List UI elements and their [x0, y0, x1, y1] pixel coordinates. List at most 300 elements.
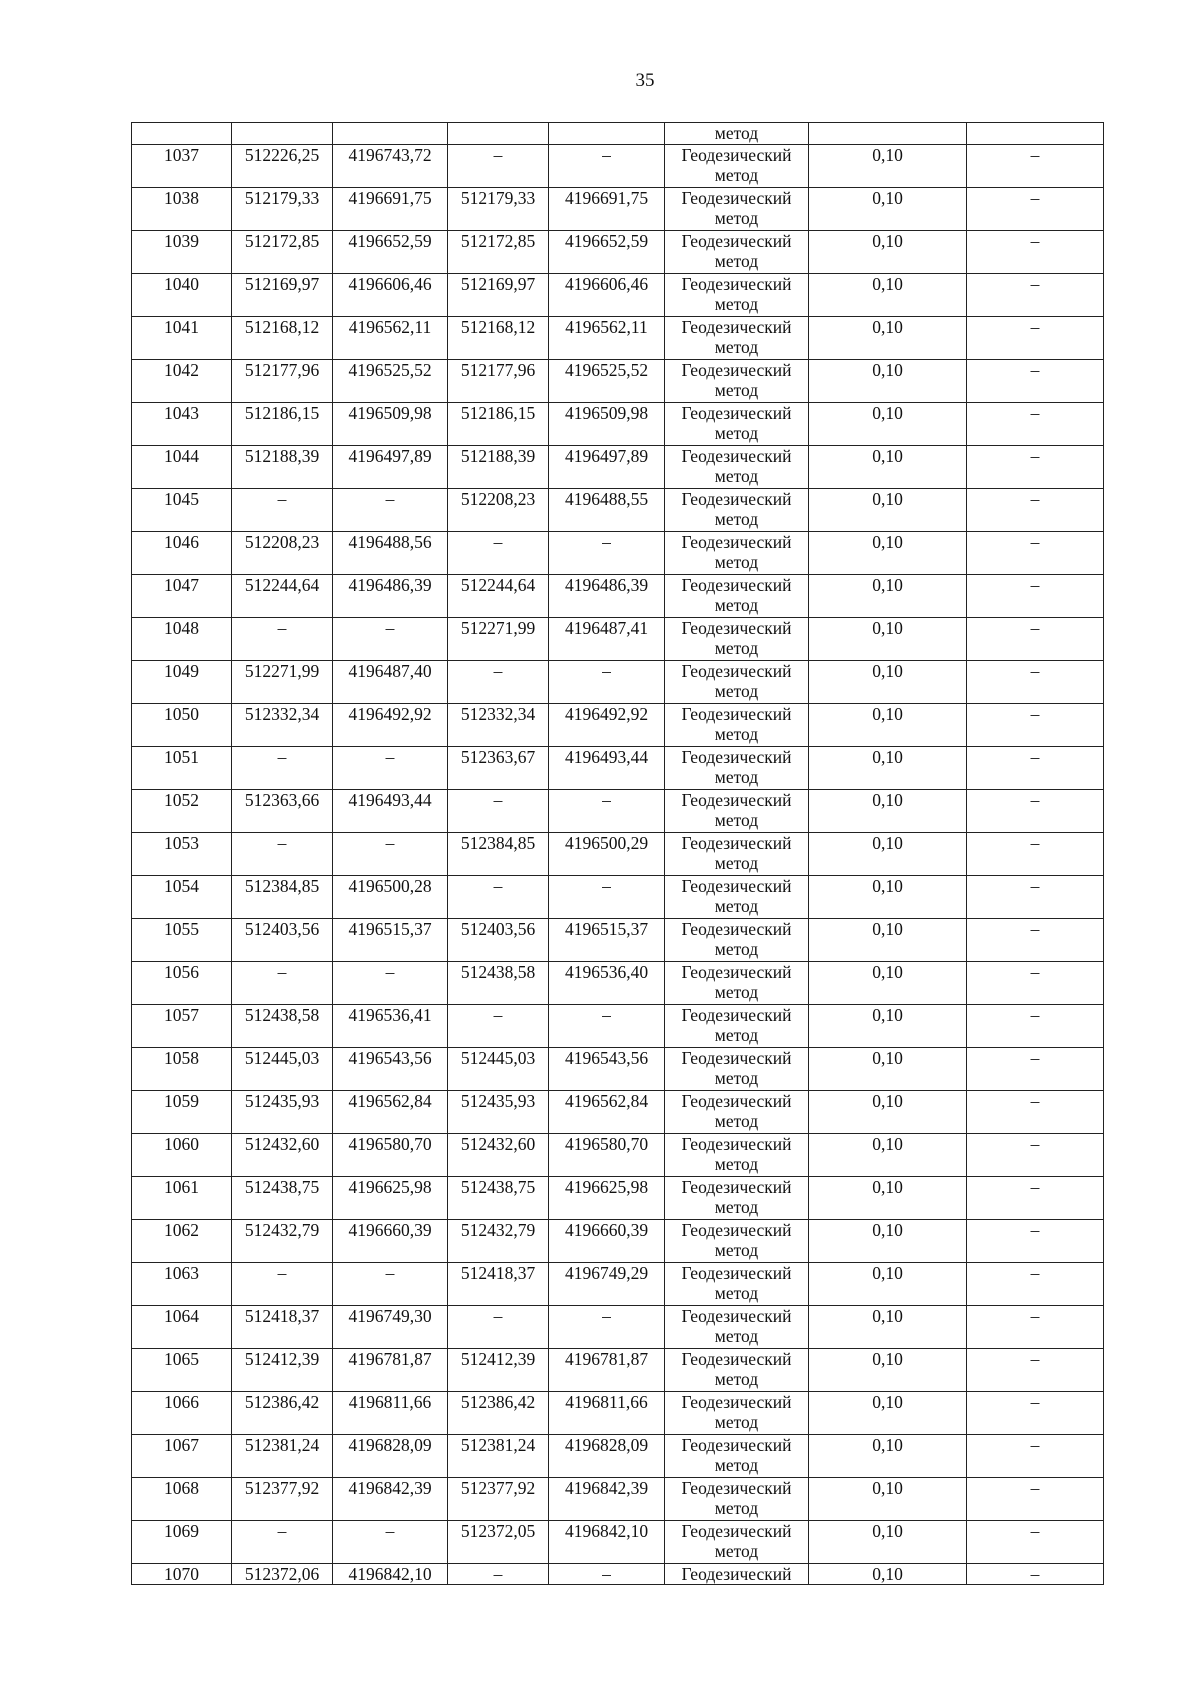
note-cell: –: [967, 790, 1104, 833]
refined-x-cell: 512403,56: [448, 919, 549, 962]
table-row: [132, 1048, 1104, 1091]
method-text: метод: [714, 853, 759, 873]
existing-y-cell: –: [333, 618, 448, 661]
refined-y-cell: –: [549, 145, 665, 188]
method-text: метод: [714, 552, 759, 572]
method-text: Геодезический: [681, 1263, 792, 1283]
note-cell: –: [967, 489, 1104, 532]
method-text: метод: [714, 337, 759, 357]
method-cell: [665, 1349, 809, 1392]
existing-x-cell: 512332,34: [232, 704, 333, 747]
refined-x-cell: 512188,39: [448, 446, 549, 489]
table-row: [132, 231, 1104, 274]
accuracy-cell: 0,10: [809, 145, 967, 188]
method-cell: [665, 188, 809, 231]
existing-y-cell: –: [333, 1263, 448, 1306]
refined-x-cell: –: [448, 661, 549, 704]
existing-x-cell: 512226,25: [232, 145, 333, 188]
note-cell: –: [967, 876, 1104, 919]
existing-x-cell: 512186,15: [232, 403, 333, 446]
existing-y-cell: –: [333, 962, 448, 1005]
existing-y-cell: 4196606,46: [333, 274, 448, 317]
method-cell: [665, 1134, 809, 1177]
method-cell: [665, 231, 809, 274]
accuracy-cell: 0,10: [809, 1005, 967, 1048]
note-cell: –: [967, 919, 1104, 962]
method-cell: [665, 1220, 809, 1263]
note-cell: –: [967, 1005, 1104, 1048]
refined-y-cell: 4196606,46: [549, 274, 665, 317]
note-cell: –: [967, 1048, 1104, 1091]
refined-y-cell: 4196625,98: [549, 1177, 665, 1220]
existing-y-cell: 4196497,89: [333, 446, 448, 489]
existing-x-cell: 512384,85: [232, 876, 333, 919]
method-text: Геодезический: [681, 1435, 792, 1455]
point-number-cell: 1063: [132, 1263, 232, 1306]
method-text: метод: [714, 1541, 759, 1561]
point-number-cell: 1061: [132, 1177, 232, 1220]
table-cell: [232, 123, 333, 145]
existing-y-cell: 4196509,98: [333, 403, 448, 446]
accuracy-cell: 0,10: [809, 704, 967, 747]
refined-x-cell: 512186,15: [448, 403, 549, 446]
table-row: [132, 704, 1104, 747]
table-row: [132, 1521, 1104, 1564]
existing-x-cell: 512177,96: [232, 360, 333, 403]
note-cell: –: [967, 1220, 1104, 1263]
note-cell: –: [967, 360, 1104, 403]
table-row: [132, 1005, 1104, 1048]
method-cell: [665, 876, 809, 919]
method-cell: [665, 360, 809, 403]
method-cell: [665, 747, 809, 790]
existing-x-cell: 512169,97: [232, 274, 333, 317]
method-cell: [665, 446, 809, 489]
accuracy-cell: 0,10: [809, 188, 967, 231]
existing-x-cell: 512418,37: [232, 1306, 333, 1349]
method-text: метод: [714, 165, 759, 185]
method-text: метод: [714, 509, 759, 529]
method-text: метод: [714, 380, 759, 400]
refined-x-cell: 512168,12: [448, 317, 549, 360]
method-cell: [665, 532, 809, 575]
method-text: Геодезический: [681, 618, 792, 638]
accuracy-cell: 0,10: [809, 317, 967, 360]
existing-y-cell: 4196536,41: [333, 1005, 448, 1048]
existing-y-cell: 4196543,56: [333, 1048, 448, 1091]
refined-y-cell: 4196487,41: [549, 618, 665, 661]
method-text: Геодезический: [681, 1091, 792, 1111]
refined-x-cell: 512271,99: [448, 618, 549, 661]
point-number-cell: 1065: [132, 1349, 232, 1392]
method-cell: [665, 618, 809, 661]
table-row: [132, 876, 1104, 919]
table-row: [132, 403, 1104, 446]
point-number-cell: 1042: [132, 360, 232, 403]
method-text: метод: [714, 681, 759, 701]
point-number-cell: 1039: [132, 231, 232, 274]
method-text: Геодезический: [681, 145, 792, 165]
refined-y-cell: 4196562,11: [549, 317, 665, 360]
accuracy-cell: 0,10: [809, 1349, 967, 1392]
method-text: Геодезический: [681, 1306, 792, 1326]
refined-y-cell: –: [549, 1306, 665, 1349]
existing-x-cell: 512445,03: [232, 1048, 333, 1091]
table-row: [132, 1435, 1104, 1478]
point-number-cell: 1043: [132, 403, 232, 446]
note-cell: –: [967, 1091, 1104, 1134]
existing-x-cell: 512168,12: [232, 317, 333, 360]
existing-y-cell: –: [333, 489, 448, 532]
method-cell: [665, 403, 809, 446]
method-cell: [665, 1005, 809, 1048]
table-row: [132, 618, 1104, 661]
method-cell: [665, 1478, 809, 1521]
method-cell: [665, 1306, 809, 1349]
refined-x-cell: –: [448, 532, 549, 575]
page-number: 35: [635, 70, 655, 91]
existing-x-cell: 512244,64: [232, 575, 333, 618]
refined-y-cell: 4196660,39: [549, 1220, 665, 1263]
method-cell: [665, 962, 809, 1005]
refined-x-cell: 512435,93: [448, 1091, 549, 1134]
method-text: метод: [714, 1412, 759, 1432]
method-text: Геодезический: [681, 876, 792, 896]
accuracy-cell: 0,10: [809, 833, 967, 876]
method-cell: [665, 919, 809, 962]
method-cell: [665, 1091, 809, 1134]
existing-y-cell: 4196488,56: [333, 532, 448, 575]
note-cell: –: [967, 1392, 1104, 1435]
accuracy-cell: 0,10: [809, 446, 967, 489]
point-number-cell: 1066: [132, 1392, 232, 1435]
point-number-cell: 1040: [132, 274, 232, 317]
refined-y-cell: 4196500,29: [549, 833, 665, 876]
method-text: Геодезический: [681, 575, 792, 595]
refined-x-cell: 512432,60: [448, 1134, 549, 1177]
table-row: [132, 747, 1104, 790]
existing-y-cell: 4196515,37: [333, 919, 448, 962]
point-number-cell: 1049: [132, 661, 232, 704]
accuracy-cell: 0,10: [809, 962, 967, 1005]
note-cell: –: [967, 403, 1104, 446]
refined-y-cell: 4196781,87: [549, 1349, 665, 1392]
refined-y-cell: 4196652,59: [549, 231, 665, 274]
point-number-cell: 1041: [132, 317, 232, 360]
existing-x-cell: 512172,85: [232, 231, 333, 274]
existing-y-cell: 4196828,09: [333, 1435, 448, 1478]
refined-y-cell: –: [549, 1564, 665, 1585]
method-cell: [665, 1263, 809, 1306]
method-text: Геодезический: [681, 661, 792, 681]
point-number-cell: 1045: [132, 489, 232, 532]
note-cell: –: [967, 188, 1104, 231]
method-cell: [665, 317, 809, 360]
method-text: метод: [714, 466, 759, 486]
table-row: [132, 661, 1104, 704]
refined-x-cell: 512438,75: [448, 1177, 549, 1220]
note-cell: –: [967, 231, 1104, 274]
refined-x-cell: –: [448, 876, 549, 919]
refined-x-cell: 512377,92: [448, 1478, 549, 1521]
refined-y-cell: –: [549, 661, 665, 704]
method-text: Геодезический: [681, 790, 792, 810]
refined-x-cell: 512372,05: [448, 1521, 549, 1564]
existing-x-cell: –: [232, 489, 333, 532]
refined-y-cell: 4196543,56: [549, 1048, 665, 1091]
table-row: [132, 489, 1104, 532]
table-row: [132, 532, 1104, 575]
existing-y-cell: –: [333, 1521, 448, 1564]
point-number-cell: 1048: [132, 618, 232, 661]
table-row: [132, 919, 1104, 962]
existing-x-cell: –: [232, 618, 333, 661]
existing-x-cell: 512381,24: [232, 1435, 333, 1478]
method-text: метод: [714, 939, 759, 959]
refined-x-cell: 512384,85: [448, 833, 549, 876]
method-text: метод: [714, 595, 759, 615]
existing-x-cell: 512188,39: [232, 446, 333, 489]
note-cell: –: [967, 274, 1104, 317]
table-row: [132, 1177, 1104, 1220]
refined-x-cell: 512418,37: [448, 1263, 549, 1306]
refined-y-cell: 4196488,55: [549, 489, 665, 532]
refined-x-cell: –: [448, 1306, 549, 1349]
existing-y-cell: 4196492,92: [333, 704, 448, 747]
existing-x-cell: 512372,06: [232, 1564, 333, 1585]
note-cell: –: [967, 747, 1104, 790]
existing-x-cell: –: [232, 833, 333, 876]
method-text: метод: [714, 896, 759, 916]
table-row: [132, 1349, 1104, 1392]
method-cell: [665, 1392, 809, 1435]
note-cell: –: [967, 575, 1104, 618]
refined-x-cell: 512432,79: [448, 1220, 549, 1263]
accuracy-cell: 0,10: [809, 1392, 967, 1435]
point-number-cell: 1070: [132, 1564, 232, 1585]
refined-y-cell: 4196691,75: [549, 188, 665, 231]
note-cell: –: [967, 618, 1104, 661]
point-number-cell: 1068: [132, 1478, 232, 1521]
method-cell: [665, 790, 809, 833]
method-text: Геодезический: [681, 1177, 792, 1197]
table-row: [132, 790, 1104, 833]
accuracy-cell: 0,10: [809, 1521, 967, 1564]
table-row: [132, 446, 1104, 489]
method-cell: [665, 575, 809, 618]
refined-x-cell: –: [448, 145, 549, 188]
existing-y-cell: 4196781,87: [333, 1349, 448, 1392]
point-number-cell: 1050: [132, 704, 232, 747]
refined-y-cell: 4196525,52: [549, 360, 665, 403]
accuracy-cell: 0,10: [809, 747, 967, 790]
refined-y-cell: 4196497,89: [549, 446, 665, 489]
table-cell: [967, 123, 1104, 145]
table-row: [132, 1134, 1104, 1177]
note-cell: –: [967, 1478, 1104, 1521]
method-text: Геодезический: [681, 1005, 792, 1025]
existing-x-cell: 512377,92: [232, 1478, 333, 1521]
point-number-cell: 1057: [132, 1005, 232, 1048]
note-cell: –: [967, 1564, 1104, 1585]
existing-y-cell: 4196487,40: [333, 661, 448, 704]
method-text: метод: [714, 1369, 759, 1389]
method-text: метод: [714, 1068, 759, 1088]
accuracy-cell: 0,10: [809, 231, 967, 274]
method-text: Геодезический: [681, 403, 792, 423]
existing-y-cell: –: [333, 833, 448, 876]
refined-y-cell: 4196486,39: [549, 575, 665, 618]
refined-x-cell: 512438,58: [448, 962, 549, 1005]
accuracy-cell: 0,10: [809, 919, 967, 962]
point-number-cell: 1062: [132, 1220, 232, 1263]
existing-y-cell: 4196743,72: [333, 145, 448, 188]
accuracy-cell: 0,10: [809, 618, 967, 661]
existing-x-cell: –: [232, 1521, 333, 1564]
method-text: Геодезический: [681, 1134, 792, 1154]
refined-y-cell: –: [549, 790, 665, 833]
method-cell: [665, 704, 809, 747]
method-text: метод: [714, 1283, 759, 1303]
method-text: метод: [714, 810, 759, 830]
note-cell: –: [967, 1306, 1104, 1349]
existing-x-cell: 512432,79: [232, 1220, 333, 1263]
note-cell: –: [967, 317, 1104, 360]
method-cell: [665, 1521, 809, 1564]
point-number-cell: 1046: [132, 532, 232, 575]
refined-y-cell: 4196509,98: [549, 403, 665, 446]
refined-x-cell: 512169,97: [448, 274, 549, 317]
accuracy-cell: 0,10: [809, 1435, 967, 1478]
note-cell: –: [967, 532, 1104, 575]
method-cell: метод: [665, 123, 809, 145]
table-row: [132, 1564, 1104, 1585]
refined-y-cell: 4196562,84: [549, 1091, 665, 1134]
point-number-cell: 1055: [132, 919, 232, 962]
note-cell: –: [967, 962, 1104, 1005]
point-number-cell: 1052: [132, 790, 232, 833]
refined-y-cell: 4196536,40: [549, 962, 665, 1005]
note-cell: –: [967, 1521, 1104, 1564]
method-text: Геодезический: [681, 532, 792, 552]
refined-x-cell: 512381,24: [448, 1435, 549, 1478]
refined-x-cell: 512386,42: [448, 1392, 549, 1435]
method-text: метод: [714, 1455, 759, 1475]
method-text: Геодезический: [681, 188, 792, 208]
method-text: Геодезический: [681, 1521, 792, 1541]
note-cell: –: [967, 1134, 1104, 1177]
table-cell: [448, 123, 549, 145]
refined-x-cell: 512445,03: [448, 1048, 549, 1091]
refined-y-cell: –: [549, 1005, 665, 1048]
refined-x-cell: 512208,23: [448, 489, 549, 532]
point-number-cell: 1051: [132, 747, 232, 790]
point-number-cell: 1053: [132, 833, 232, 876]
table-row: [132, 1091, 1104, 1134]
table-row: [132, 188, 1104, 231]
note-cell: –: [967, 145, 1104, 188]
refined-x-cell: –: [448, 790, 549, 833]
existing-x-cell: 512438,58: [232, 1005, 333, 1048]
table-row: [132, 833, 1104, 876]
accuracy-cell: 0,10: [809, 1177, 967, 1220]
method-cell: [665, 1564, 809, 1585]
point-number-cell: 1069: [132, 1521, 232, 1564]
refined-x-cell: 512363,67: [448, 747, 549, 790]
refined-x-cell: 512177,96: [448, 360, 549, 403]
method-cell: [665, 1435, 809, 1478]
table-row: [132, 1263, 1104, 1306]
accuracy-cell: 0,10: [809, 1564, 967, 1585]
note-cell: –: [967, 833, 1104, 876]
table-row: [132, 360, 1104, 403]
method-cell: [665, 1048, 809, 1091]
method-text: Геодезический: [681, 833, 792, 853]
accuracy-cell: 0,10: [809, 661, 967, 704]
refined-y-cell: 4196842,39: [549, 1478, 665, 1521]
refined-x-cell: 512244,64: [448, 575, 549, 618]
existing-x-cell: 512435,93: [232, 1091, 333, 1134]
existing-x-cell: 512403,56: [232, 919, 333, 962]
accuracy-cell: 0,10: [809, 403, 967, 446]
method-text: Геодезический: [681, 489, 792, 509]
continuation-row: [132, 123, 1104, 145]
refined-y-cell: 4196749,29: [549, 1263, 665, 1306]
method-text: Геодезический: [681, 962, 792, 982]
existing-y-cell: 4196660,39: [333, 1220, 448, 1263]
refined-x-cell: 512179,33: [448, 188, 549, 231]
accuracy-cell: 0,10: [809, 274, 967, 317]
existing-x-cell: 512179,33: [232, 188, 333, 231]
point-number-cell: 1037: [132, 145, 232, 188]
refined-y-cell: 4196828,09: [549, 1435, 665, 1478]
note-cell: –: [967, 661, 1104, 704]
accuracy-cell: 0,10: [809, 1048, 967, 1091]
method-cell: [665, 489, 809, 532]
point-number-cell: 1056: [132, 962, 232, 1005]
method-text: метод: [714, 208, 759, 228]
existing-x-cell: 512386,42: [232, 1392, 333, 1435]
point-number-cell: 1059: [132, 1091, 232, 1134]
existing-y-cell: 4196842,39: [333, 1478, 448, 1521]
refined-y-cell: –: [549, 532, 665, 575]
existing-y-cell: 4196652,59: [333, 231, 448, 274]
point-number-cell: 1054: [132, 876, 232, 919]
table-cell: [549, 123, 665, 145]
method-text: метод: [714, 294, 759, 314]
table-row: [132, 145, 1104, 188]
accuracy-cell: 0,10: [809, 489, 967, 532]
note-cell: –: [967, 704, 1104, 747]
table-cell: [132, 123, 232, 145]
method-text: Геодезический: [681, 747, 792, 767]
existing-x-cell: 512271,99: [232, 661, 333, 704]
note-cell: –: [967, 1177, 1104, 1220]
existing-x-cell: 512363,66: [232, 790, 333, 833]
point-number-cell: 1060: [132, 1134, 232, 1177]
table-cell: [809, 123, 967, 145]
point-number-cell: 1047: [132, 575, 232, 618]
method-text: метод: [714, 1111, 759, 1131]
method-text: Геодезический: [681, 1564, 792, 1584]
existing-x-cell: 512432,60: [232, 1134, 333, 1177]
method-cell: [665, 145, 809, 188]
method-text: метод: [714, 1025, 759, 1045]
table-row: [132, 962, 1104, 1005]
existing-y-cell: 4196562,11: [333, 317, 448, 360]
accuracy-cell: 0,10: [809, 1091, 967, 1134]
method-text: Геодезический: [681, 360, 792, 380]
